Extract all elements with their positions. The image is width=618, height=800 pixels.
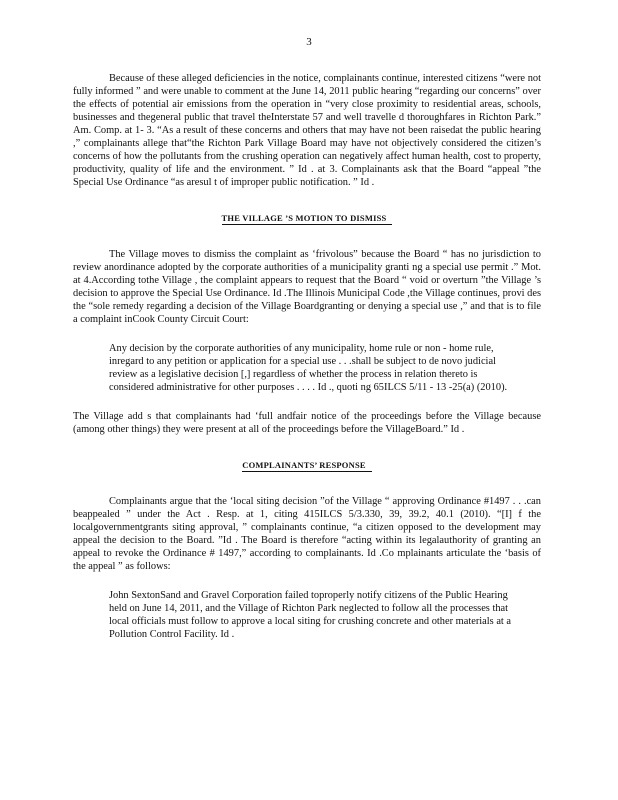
heading-text: COMPLAINANTS’ RESPONSE xyxy=(242,460,372,472)
block-quote-basis-of-appeal: John SextonSand and Gravel Corporation failed toproperly notify citizens of the Public Hearing held on June 14, 2011, and the Village of Richton Park neglected to follow all the processes that local officials must follow to approve a local siting for crushing concrete and other materials at a Pollution Control Facility. Id . xyxy=(109,590,512,640)
heading-text: THE VILLAGE ’S MOTION TO DISMISS xyxy=(222,213,393,225)
paragraph-alleged-deficiencies: Because of these alleged deficiencies in the notice, complainants continue, interested citizens “were not fully informed ” and were unable to comment at the June 14, 2011 public hearing “regarding our concerns” over the effects of potential air emissions from the operation in “very close proximity to residential areas, schools, businesses and thegeneral public that travel theInterstate 57 and well travelle d thoroughfares in Richton Park.” Am. Comp. at 1- 3. “As a result of these concerns and others that may have not been raisedat the public hearing ,” complainants allege that“the Richton Park Village Board may have not objectively considered the citizen’s concerns of how the pollutants from the crushing operation can negatively affect human health, cost to property, productivity, quality of life and the environment. ” Id . at 3. Complainants ask that the Board “appeal ”the Special Use Ordinance “as aresul t of improper public notification. ” Id . xyxy=(73,73,541,188)
section-heading-complainants-response xyxy=(73,459,541,472)
paragraph-complainants-argue: Complainants argue that the ‘local siting decision ”of the Village “ approving Ordinance #1497 . . .can beappealed ” under the Act . Resp. at 1, citing 415ILCS 5/3.330, 39, 39.2, 40.1 (2010). “[I] f the localgovernmentgrants siting approval, ” complainants continue, “a citizen opposed to the development may appeal the decision to the Board. ”Id . The Board is therefore “acting within its legalauthority of granting an appeal to revoke the Ordinance # 1497,” according to complainants. Id .Co mplainants articulate the ‘basis of the appeal ” as follows: xyxy=(73,496,541,572)
paragraph-village-moves: The Village moves to dismiss the complaint as ‘frivolous” because the Board “ has no jurisdiction to review anordinance adopted by the corporate authorities of a municipality granti ng a special use permit .” Mot. at 4.According tothe Village , the complaint appears to request that the Board “ void or overturn ”the Village ’s decision to approve the Special Use Ordinance. Id .The Illinois Municipal Code ,the Village continues, provi des the “sole remedy regarding a decision of the Village Boardgranting or denying a special use ,” and that is to file a complaint inCook County Circuit Court: xyxy=(73,249,541,325)
section-heading-motion-to-dismiss xyxy=(73,212,541,225)
page-number: 3 xyxy=(306,36,312,48)
block-quote-municipal-code: Any decision by the corporate authorities of any municipality, home rule or non - home rule, inregard to any petition or application for a special use . . .shall be subject to de novo judicial review as a legislative decision [,] regardless of whether the process in relation thereto is considered administrative for other purposes . . . . Id ., quoti ng 65ILCS 5/11 - 13 -25(a) (2010). xyxy=(109,343,508,393)
paragraph-village-adds: The Village add s that complainants had ‘full andfair notice of the proceedings before the Village because (among other things) they were present at all of the proceedings before the VillageBoard.” Id . xyxy=(73,411,541,435)
document-body xyxy=(73,72,541,641)
